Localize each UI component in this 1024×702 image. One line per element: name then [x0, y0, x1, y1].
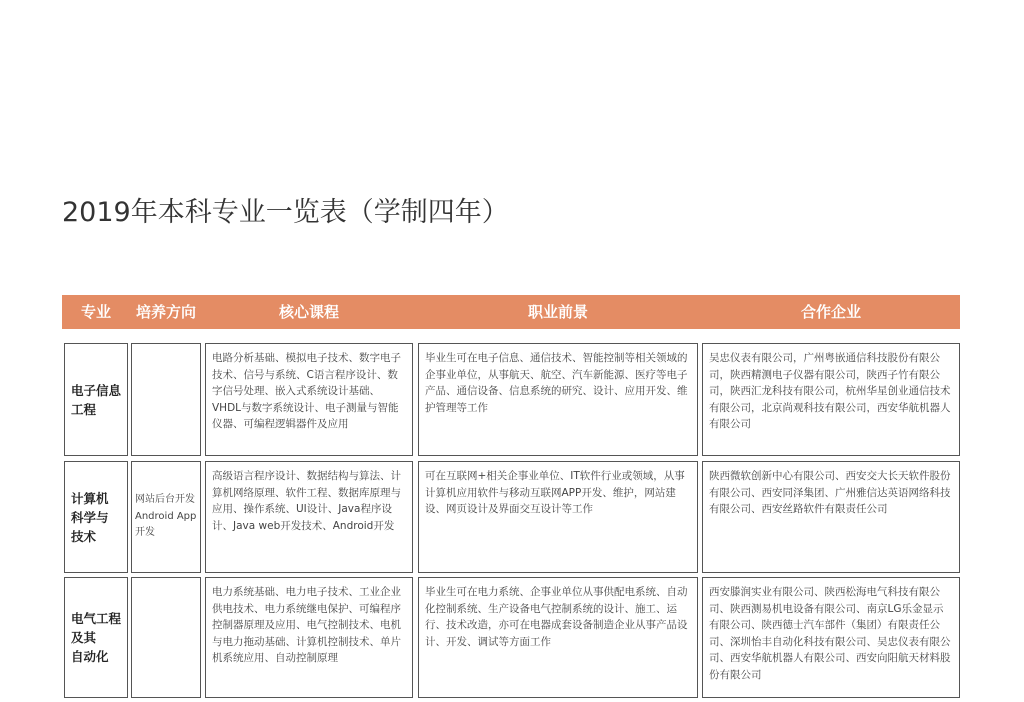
direction-text: 网站后台开发Android App开发 — [135, 494, 197, 539]
career-cell: 毕业生可在电子信息、通信技术、智能控制等相关领域的企事业单位，从事航天、航空、汽车新能源、医疗等电子产品、通信设备、信息系统的研究、设计、应用开发、维护管理等工作 — [418, 343, 698, 456]
partners-cell: 陕西微软创新中心有限公司、西安交大长天软件股份有限公司、西安同泽集团、广州雅信达英语网络科技有限公司、西安丝路软件有限责任公司 — [702, 461, 960, 573]
major-name: 计算机 科学与 技术 — [71, 490, 109, 544]
courses-cell: 电力系统基础、电力电子技术、工业企业供电技术、电力系统继电保护、可编程序控制器原理及应用、电气控制技术、电机与电力拖动基础、计算机控制技术、单片机系统应用、自动控制原理 — [205, 577, 413, 698]
header-major: 专业 — [80, 303, 111, 321]
header-partners: 合作企业 — [800, 303, 861, 321]
career-cell: 可在互联网+相关企事业单位、IT软件行业或领域，从事计算机应用软件与移动互联网APP开发、维护，网站建设、网页设计及界面交互设计等工作 — [418, 461, 698, 573]
career-cell: 毕业生可在电力系统、企事业单位从事供配电系统、自动化控制系统、生产设备电气控制系统的设计、施工、运行、技术改造，亦可在电器成套设备制造企业从事产品设计、开发、调试等方面工作 — [418, 577, 698, 698]
direction-cell — [131, 343, 201, 456]
direction-cell — [131, 577, 201, 698]
courses-cell: 高级语言程序设计、数据结构与算法、计算机网络原理、软件工程、数据库原理与应用、操作系统、UI设计、Java程序设计、Java web开发技术、Android开发 — [205, 461, 413, 573]
header-courses: 核心课程 — [278, 303, 339, 321]
table-header — [62, 295, 960, 329]
partners-cell: 吴忠仪表有限公司，广州粤嵌通信科技股份有限公司，陕西精测电子仪器有限公司，陕西子竹有限公司，陕西汇龙科技有限公司，杭州华星创业通信技术有限公司，北京尚观科技有限公司，西安华航机器人有限公司 — [702, 343, 960, 456]
page-title: 2019年本科专业一览表（学制四年） — [62, 197, 509, 228]
major-name: 电子信息 工程 — [71, 382, 122, 417]
partners-cell: 西安滕润实业有限公司、陕西松海电气科技有限公司、陕西测易机电设备有限公司、南京LG乐金显示有限公司、陕西德士汽车部件（集团）有限责任公司、深圳怡丰自动化科技有限公司、吴忠仪表有限公司、西安华航机器人有限公司、西安向阳航天材料股份有限公司 — [702, 577, 960, 698]
courses-cell: 电路分析基础、模拟电子技术、数字电子技术、信号与系统、C语言程序设计、数字信号处理、嵌入式系统设计基础、VHDL与数字系统设计、电子测量与智能仪器、可编程逻辑器件及应用 — [205, 343, 413, 456]
header-direction: 培养方向 — [135, 303, 196, 321]
major-cell — [64, 343, 128, 456]
direction-cell — [131, 461, 201, 573]
major-name: 电气工程 及其 自动化 — [71, 611, 122, 664]
major-cell — [64, 577, 128, 698]
header-career: 职业前景 — [527, 303, 588, 321]
major-cell — [64, 461, 128, 573]
